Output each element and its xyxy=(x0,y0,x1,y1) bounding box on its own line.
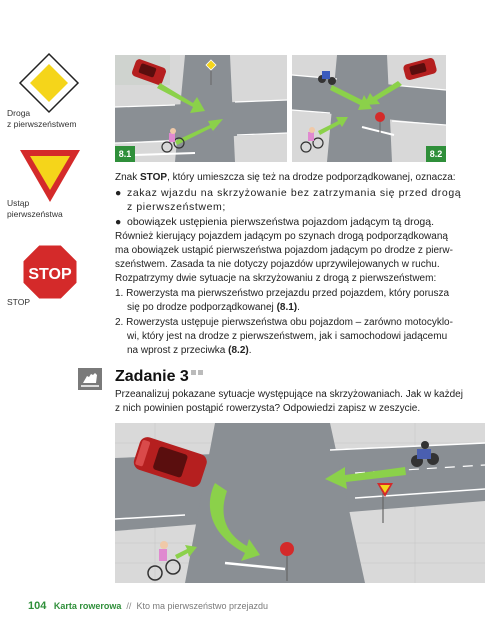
svg-text:STOP: STOP xyxy=(28,266,72,283)
numbered-item-2-cont: na wprost z przeciwka (8.2). xyxy=(127,345,252,356)
task-instruction-line: z nich powinien postąpić rowerzysta? Odpowiedzi zapisz w zeszycie. xyxy=(115,403,421,414)
figure-8-2 xyxy=(292,55,446,162)
figure-badge: 8.2 xyxy=(426,146,446,162)
numbered-item-1: 1. Rowerzysta ma pierwszeństwo przejazdu przed pojazdem, który porusza xyxy=(115,288,450,299)
paragraph-line: Rozpatrzymy dwie sytuacje na skrzyżowaniu z drogą z pierwszeństwem: xyxy=(115,273,437,284)
task-illustration xyxy=(115,423,485,583)
chapter-title: Kto ma pierwszeństwo przejazdu xyxy=(136,601,269,611)
hand-writing-icon xyxy=(78,368,102,390)
stop-sign-icon xyxy=(22,244,78,300)
task-instruction-line: Przeanalizuj pokazane sytuacje występujące na skrzyżowaniach. Jak w każdej xyxy=(115,389,463,400)
page-number: 104 xyxy=(28,600,47,612)
sign-label-main-road: Droga z pierwszeństwem xyxy=(7,108,77,129)
paragraph-line: Również kierujący pojazdem jadącym po szynach drogą podporządkowaną xyxy=(115,231,448,242)
sign-label-stop: STOP xyxy=(7,297,30,307)
numbered-item-1-cont: się po drodze podporządkowanej (8.1). xyxy=(127,302,300,313)
task-title: Zadanie 3 xyxy=(115,368,203,386)
paragraph-line: ma obowiązek ustąpić pierwszeństwa pojazdom jadącym po drodze z pierw- xyxy=(115,245,453,256)
figure-8-1 xyxy=(115,55,287,162)
main-road-sign-icon xyxy=(18,52,80,114)
numbered-item-2-cont: wi, który jest na drodze z pierwszeństwem, jak i samochodowi jadącemu xyxy=(127,331,448,342)
numbered-item-2: 2. Rowerzysta ustępuje pierwszeństwa obu pojazdom – zarówno motocyklo- xyxy=(115,317,453,328)
intro-paragraph: Znak STOP, który umieszcza się też na drodze podporządkowanej, oznacza: xyxy=(115,172,456,183)
yield-sign-icon xyxy=(18,148,82,204)
page-footer: 104 Karta rowerowa // Kto ma pierwszeństwo przejazdu xyxy=(28,600,269,612)
figure-badge: 8.1 xyxy=(115,146,135,162)
sign-label-yield: Ustąp pierwszeństwa xyxy=(7,198,63,219)
paragraph-line: szeństwem. Zasada ta nie dotyczy pojazdów uprzywilejowanych w ruchu. xyxy=(115,259,440,270)
book-title: Karta rowerowa xyxy=(53,601,122,611)
